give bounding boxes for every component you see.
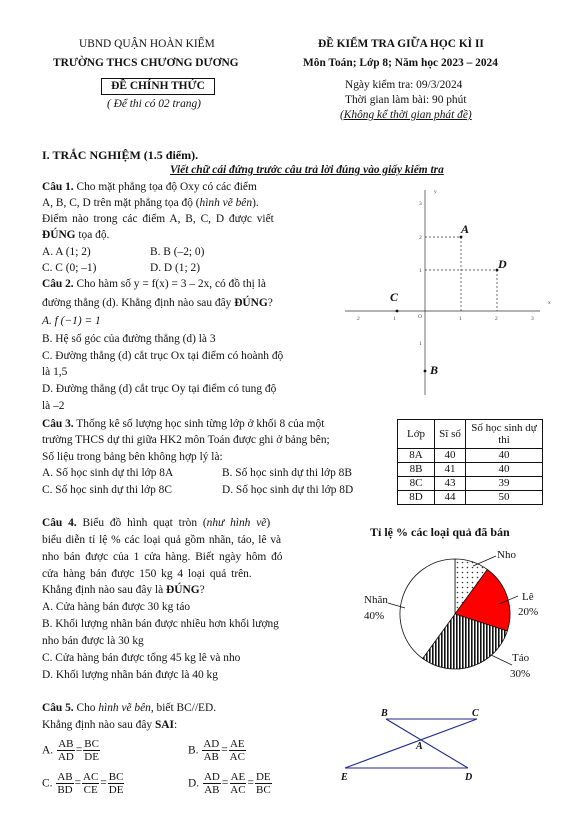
pie-label-nhan: Nhãn	[364, 594, 388, 606]
fraction	[229, 771, 246, 796]
point-a-label: A	[461, 222, 470, 236]
q2-option-c1: C. Đường thẳng (d) cắt trục Ox tại điểm có hoành độ	[42, 350, 284, 362]
q5-option-b: B. $\frac{AD}{AB}$ = $\frac{AE}{AC}$	[188, 738, 245, 763]
q4-text1b: như hình vẽ	[206, 517, 267, 529]
table-header: Lớp	[398, 420, 435, 449]
q1-option-c: C. C (0; –1)	[42, 262, 97, 274]
table-cell: 44	[435, 491, 466, 505]
table-cell: 8B	[398, 463, 435, 477]
subject-line: Môn Toán; Lớp 8; Năm học 2023 – 2024	[303, 57, 498, 69]
q2-text2b: ĐÚNG	[234, 297, 268, 309]
q4-line4: cửa hàng bán được 150 kg 4 loại quả trên.	[42, 568, 252, 580]
fraction	[82, 771, 99, 796]
table-cell: 50	[466, 491, 543, 505]
table-row	[398, 449, 543, 463]
y-tick-2: 2	[419, 235, 422, 241]
x-axis-label: x	[548, 300, 551, 306]
q4-label: Câu 4.	[42, 517, 77, 529]
denominator: AB	[203, 751, 219, 763]
pie-label-tao: Táo	[512, 652, 530, 664]
pie-label-nho: Nho	[497, 549, 516, 561]
q4-option-a: A. Cửa hàng bán được 30 kg táo	[42, 601, 191, 613]
table-cell: 40	[466, 463, 543, 477]
x-tick-1: 1	[459, 316, 462, 322]
fraction	[229, 738, 246, 763]
official-exam-label: ĐỀ CHÍNH THỨC	[101, 78, 215, 95]
figure-label-a: A	[416, 741, 423, 752]
denominator: BC	[255, 784, 271, 796]
le-leader-line	[499, 596, 518, 604]
q4-text5c: ?	[199, 584, 205, 596]
fraction	[108, 771, 125, 796]
school-district: UBND QUẬN HOÀN KIẾM	[79, 38, 215, 50]
section-title: I. TRẮC NGHIỆM (1.5 điểm).	[42, 148, 199, 162]
duration-note: (Không kể thời gian phát đề)	[340, 109, 472, 121]
q1-text2c: ).	[252, 197, 259, 209]
q2-line2	[42, 296, 273, 312]
table-row	[398, 491, 543, 505]
fraction	[203, 771, 221, 796]
q4-option-b1: B. Khối lượng nhãn bán được nhiều hơn khối lượng	[42, 618, 279, 630]
q1-line1	[42, 180, 257, 196]
q4-option-b2: nho bán được là 30 kg	[42, 635, 144, 647]
q3-line2: trường THCS dự thi giữa HK2 môn Toán được ghi ở bảng bên;	[42, 434, 330, 446]
q3-label: Câu 3.	[42, 418, 74, 430]
q3-option-c: C. Số học sinh dự thi lớp 8C	[42, 484, 172, 496]
q5-option-d: D. $\frac{AD}{AB}$ = $\frac{AE}{AC}$ = $\frac{DE}{BC}$	[188, 771, 271, 796]
table-cell: 8C	[398, 477, 435, 491]
denominator: DE	[84, 751, 99, 763]
q1-option-b: B. B (–2; 0)	[150, 246, 205, 258]
q4-line5	[42, 583, 205, 599]
point-c	[396, 310, 399, 313]
q4-line1	[42, 516, 270, 532]
q2-line1	[42, 277, 266, 293]
q5-text1c: , biết BC//ED.	[150, 702, 217, 714]
table-header: Số học sinh dự thi	[466, 420, 543, 449]
denominator: AB	[204, 784, 220, 796]
q3-option-d: D. Số học sinh dự thi lớp 8D	[222, 484, 354, 496]
q3-line3: Số liệu trong bảng bên không hợp lý là:	[42, 451, 223, 463]
denominator: DE	[108, 784, 124, 796]
q2-option-d2: là –2	[42, 400, 65, 412]
pie-pct-le: 20%	[518, 606, 539, 618]
tao-leader-line	[491, 655, 512, 665]
numerator: AC	[83, 771, 99, 783]
numerator: BC	[108, 771, 124, 783]
q5-text1b: hình vẽ bên	[98, 702, 151, 714]
q5-option-a-letter: A.	[42, 744, 54, 757]
table-header: Sĩ số	[435, 420, 466, 449]
pie-slice-tao	[423, 614, 508, 669]
pie-slice-nhan	[400, 559, 455, 658]
x-tick-2: 2	[495, 316, 498, 322]
q3-option-b: B. Số học sinh dự thi lớp 8B	[222, 467, 352, 479]
numerator: AE	[229, 738, 245, 750]
section-instruction: Viết chữ cái đứng trước câu trả lời đúng vào giấy kiểm tra	[170, 164, 444, 176]
q4-option-d: D. Khối lượng nhãn bán được là 40 kg	[42, 669, 218, 681]
origin-label: O	[418, 314, 422, 320]
point-a	[460, 236, 463, 239]
denominator: BD	[57, 784, 73, 796]
q5-text2a: Khẳng định nào sau đây	[42, 719, 155, 731]
q4-option-c: C. Cửa hàng bán được tổng 45 kg lê và nho	[42, 652, 241, 664]
table-header-row	[398, 420, 543, 449]
numerator: AE	[230, 771, 246, 783]
pages-note: ( Để thi có 02 trang)	[107, 98, 201, 110]
segment-bd	[386, 719, 468, 768]
q5-line2	[42, 718, 177, 734]
q1-text4a: ĐÚNG	[42, 229, 76, 241]
q2-text2a: đường thẳng (d). Khẳng định nào sau đây	[42, 297, 235, 309]
denominator: CE	[83, 784, 98, 796]
q2-option-b: B. Hệ số góc của đường thẳng (d) là 3	[42, 333, 216, 345]
figure-label-b: B	[381, 708, 388, 719]
q4-text1c: )	[266, 517, 271, 529]
q3-text1: Thống kê số lượng học sinh từng lớp ở khối 8 của một	[73, 418, 325, 430]
numerator: BC	[84, 738, 99, 750]
table-cell: 8D	[398, 491, 435, 505]
x-tick-neg1: 1	[393, 316, 396, 322]
nho-leader-line	[473, 556, 496, 566]
q3-option-a: A. Số học sinh dự thi lớp 8A	[42, 467, 174, 479]
table-cell: 40	[466, 449, 543, 463]
table-row	[398, 477, 543, 491]
y-axis-label: y	[434, 189, 437, 195]
y-tick-1: 1	[419, 268, 422, 274]
segment-ce	[345, 719, 477, 768]
q2-option-c2: là 1,5	[42, 366, 68, 378]
y-tick-neg1: 1	[419, 341, 422, 347]
q5-option-a: A. $\frac{AB}{AD}$ = $\frac{BC}{DE}$	[42, 738, 99, 763]
fraction	[83, 738, 100, 763]
q3-table	[397, 419, 543, 505]
q1-text2a: A, B, C, D trên mặt phẳng tọa độ (	[42, 197, 200, 209]
q2-text1: Cho hàm số y = f(x) = 3 – 2x, có đồ thị là	[73, 278, 266, 290]
denominator: AD	[57, 751, 74, 763]
numerator: AB	[58, 738, 74, 750]
q1-line4	[42, 228, 109, 244]
q1-option-a: A. A (1; 2)	[42, 246, 91, 258]
numerator: AD	[203, 738, 220, 750]
figure-label-d: D	[465, 772, 473, 783]
y-tick-3: 3	[419, 201, 422, 207]
table-cell: 39	[466, 477, 543, 491]
table-row	[398, 463, 543, 477]
exam-title: ĐỀ KIỂM TRA GIỮA HỌC KÌ II	[318, 38, 484, 50]
x-tick-neg2: 2	[357, 316, 360, 322]
q4-line2: biểu diễn tỉ lệ % các loại quả gồm nhãn, táo, lê và	[42, 534, 282, 546]
point-b	[424, 370, 427, 373]
table-cell: 8A	[398, 449, 435, 463]
q5-option-c-letter: C.	[42, 777, 53, 790]
pie-slice-nho	[455, 559, 487, 614]
q5-line1	[42, 701, 216, 717]
table-cell: 43	[435, 477, 466, 491]
q5-option-b-letter: B.	[188, 744, 199, 757]
fraction	[57, 738, 75, 763]
table-cell: 41	[435, 463, 466, 477]
exam-date: Ngày kiểm tra: 09/3/2024	[345, 79, 463, 91]
x-tick-3: 3	[531, 316, 534, 322]
pie-slice-le	[455, 570, 510, 631]
q3-line1	[42, 417, 324, 433]
q1-text4b: tọa độ.	[75, 229, 110, 241]
fraction	[202, 738, 220, 763]
point-c-label: C	[390, 290, 399, 304]
point-d-label: D	[498, 257, 507, 271]
q5-option-c: C. $\frac{AB}{BD}$ = $\frac{AC}{CE}$ = $\frac{BC}{DE}$	[42, 771, 124, 796]
exam-duration: Thời gian làm bài: 90 phút	[345, 94, 467, 106]
q2-option-a: A. f (−1) = 1	[42, 315, 101, 327]
denominator: AC	[229, 751, 245, 763]
fraction	[255, 771, 272, 796]
table-cell: 40	[435, 449, 466, 463]
fraction	[56, 771, 73, 796]
q5-text2c: :	[173, 719, 178, 731]
q5-text1a: Cho	[73, 702, 99, 714]
nhan-leader-line	[388, 603, 405, 608]
q4-text5a: Khẳng định nào sau đây là	[42, 584, 167, 596]
pie-label-le: Lê	[522, 591, 534, 603]
q4-line3: nho bán được của 1 cửa hàng. Biết ngày hôm đó	[42, 551, 283, 563]
figure-label-e: E	[341, 772, 348, 783]
q5-label: Câu 5.	[42, 702, 74, 714]
pie-chart-title: Tỉ lệ % các loại quả đã bán	[370, 525, 510, 539]
numerator: DE	[255, 771, 271, 783]
pie-pct-nhan: 40%	[364, 610, 385, 622]
q4-text5b: ĐÚNG	[166, 584, 200, 596]
q5-text2b: SAI	[154, 719, 174, 731]
q1-line2	[42, 196, 259, 212]
q2-label: Câu 2.	[42, 278, 74, 290]
q1-text2b: hình vẽ bên	[199, 197, 253, 209]
school-name: TRƯỜNG THCS CHƯƠNG DƯƠNG	[53, 57, 239, 69]
q1-option-d: D. D (1; 2)	[150, 262, 200, 274]
point-d	[496, 269, 499, 272]
pie-pct-tao: 30%	[510, 668, 531, 680]
numerator: AB	[57, 771, 73, 783]
figure-label-c: C	[472, 708, 479, 719]
q5-option-d-letter: D.	[188, 777, 200, 790]
point-b-label: B	[430, 363, 439, 377]
q1-label: Câu 1.	[42, 181, 74, 193]
q2-text2c: ?	[267, 297, 273, 309]
q2-option-d1: D. Đường thẳng (d) cắt trục Oy tại điểm có tung độ	[42, 383, 277, 395]
numerator: AD	[203, 771, 220, 783]
denominator: AC	[230, 784, 246, 796]
q1-line3: Điểm nào trong các điểm A, B, C, D được viết	[42, 213, 274, 225]
q1-text1: Cho mặt phẳng tọa độ Oxy có các điểm	[73, 181, 257, 193]
q4-text1a: Biểu đồ hình quạt tròn (	[76, 517, 207, 529]
